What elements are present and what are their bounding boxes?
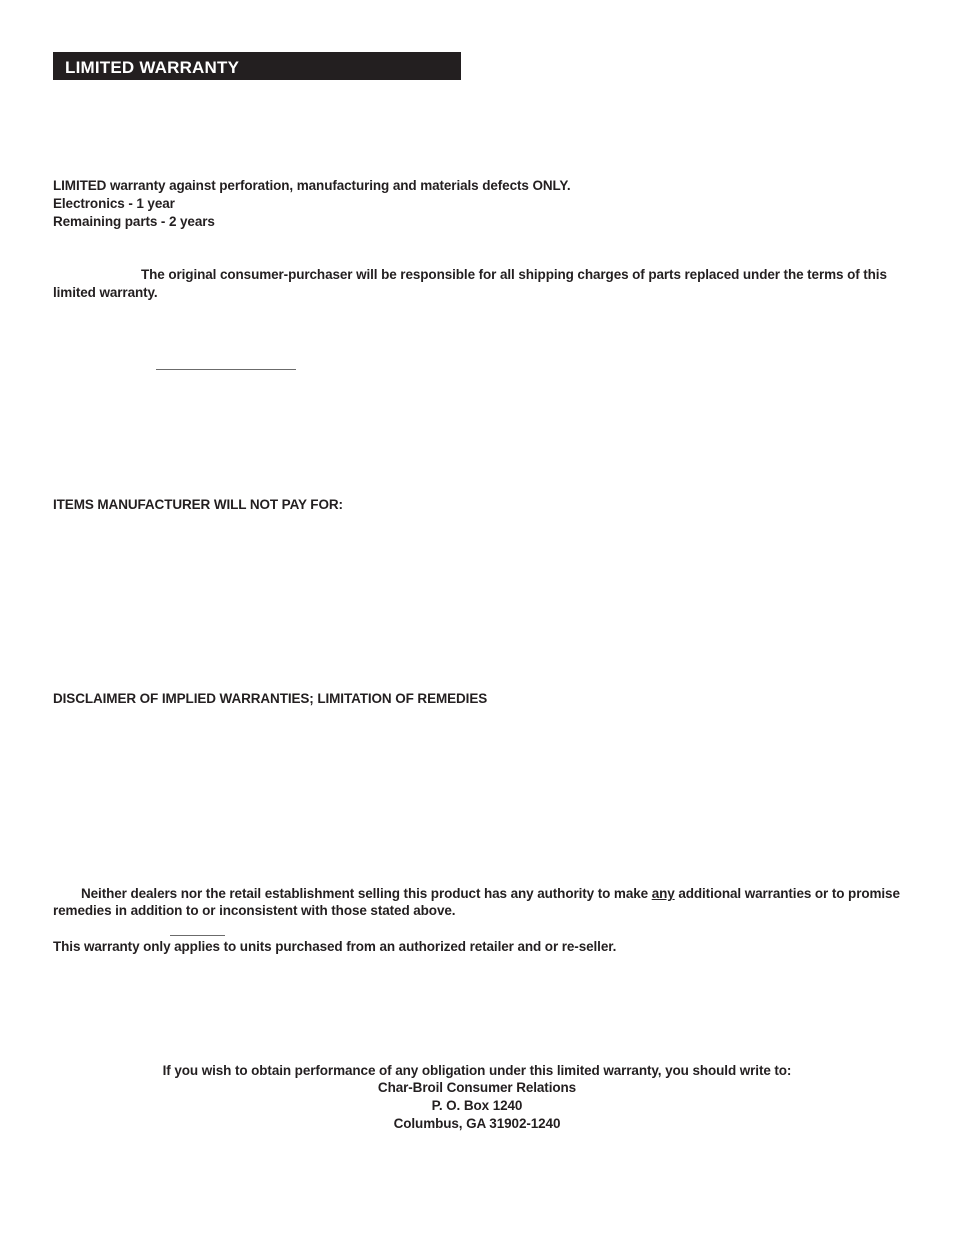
section-header-bar [53,52,461,80]
shipping-charges-line-1: The original consumer-purchaser will be responsible for all shipping charges of parts replaced under the terms of this [141,267,887,282]
page-title: LIMITED WARRANTY [65,58,240,77]
exclusions-heading: ITEMS MANUFACTURER WILL NOT PAY FOR: [53,497,343,512]
contact-city: Columbus, GA 31902-1240 [393,1116,561,1131]
authorized-retailer-notice: This warranty only applies to units purchased from an authorized retailer and or re-seller. [53,939,617,954]
shipping-charges-line-2: limited warranty. [53,285,158,300]
coverage-summary: LIMITED warranty against perforation, manufacturing and materials defects ONLY. [53,178,571,193]
coverage-electronics: Electronics - 1 year [53,196,175,211]
divider-rule [156,369,296,370]
contact-po-box: P. O. Box 1240 [431,1098,523,1113]
coverage-remaining-parts: Remaining parts - 2 years [53,214,215,229]
disclaimer-heading: DISCLAIMER OF IMPLIED WARRANTIES; LIMITATION OF REMEDIES [53,691,488,706]
dealers-text-start: Neither dealers nor the retail establishment selling this product has any authority to make [81,886,652,901]
emphasized-any: any [651,886,675,901]
dealers-authority-line-2: remedies in addition to or inconsistent with those stated above. [53,903,456,918]
short-underline-rule [170,935,225,936]
contact-company: Char-Broil Consumer Relations [377,1080,577,1095]
dealers-authority-line-1 [81,885,900,903]
dealers-text-end: additional warranties or to promise [674,886,900,901]
contact-intro: If you wish to obtain performance of any obligation under this limited warranty, you should write to: [162,1063,792,1078]
